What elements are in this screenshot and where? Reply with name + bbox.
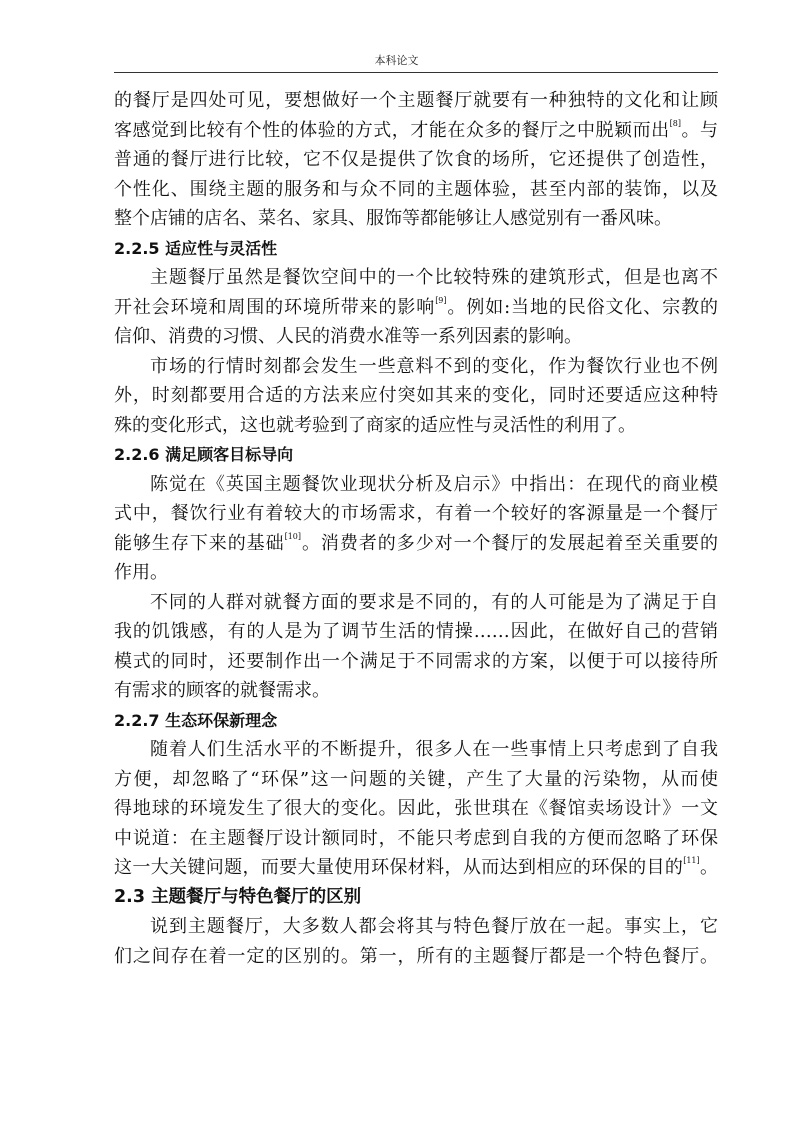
section-heading: 2.3 主题餐厅与特色餐厅的区别 bbox=[114, 886, 362, 907]
text-span: 能够生存下来的基础 bbox=[114, 532, 285, 554]
text-span: 。例如:当地的民俗文化、宗教的 bbox=[446, 296, 718, 318]
citation-ref: [11] bbox=[683, 856, 700, 865]
section-heading: 2.2.6 满足顾客目标导向 bbox=[114, 445, 294, 464]
text-span: 客感觉到比较有个性的体验的方式，才能在众多的餐厅之中脱颖而出 bbox=[114, 119, 670, 141]
text-line: 陈觉在《英国主题餐饮业现状分析及启示》中指出：在现代的商业模 bbox=[150, 473, 718, 495]
text-line: 得地球的环境发生了很大的变化。因此，张世琪在《餐馆卖场设计》一文 bbox=[114, 798, 718, 819]
text-span: 开社会环境和周围的环境所带来的影响 bbox=[114, 296, 436, 318]
text-line: 说到主题餐厅，大多数人都会将其与特色餐厅放在一起。事实上，它 bbox=[150, 916, 718, 937]
header-divider bbox=[114, 72, 718, 73]
text-span: 。与 bbox=[680, 119, 719, 141]
text-span: 这一大关键问题，而要大量使用环保材料，从而达到相应的环保的目的 bbox=[114, 857, 684, 878]
text-line bbox=[114, 116, 718, 146]
text-line: 整个店铺的店名、菜名、家具、服饰等都能够让人感觉别有一番风味。 bbox=[114, 208, 672, 229]
text-span: 。消费者的多少对一个餐厅的发展起着至关重要的 bbox=[301, 532, 719, 554]
section-heading: 2.2.5 适应性与灵活性 bbox=[114, 238, 278, 258]
text-line: 的餐厅是四处可见，要想做好一个主题餐厅就要有一种独特的文化和让顾 bbox=[114, 90, 718, 111]
text-line: 有需求的顾客的就餐需求。 bbox=[114, 680, 330, 701]
text-line: 普通的餐厅进行比较，它不仅是提供了饮食的场所，它还提供了创造性， bbox=[114, 149, 718, 170]
text-span: 。 bbox=[699, 857, 719, 878]
citation-ref: [8] bbox=[669, 118, 681, 128]
text-line: 个性化、围绕主题的服务和与众不同的主题体验，甚至内部的装饰，以及 bbox=[114, 178, 718, 200]
text-line: 不同的人群对就餐方面的要求是不同的，有的人可能是为了满足于自 bbox=[150, 591, 718, 613]
text-line: 外，时刻都要用合适的方法来应付突如其来的变化，同时还要适应这种特 bbox=[114, 385, 718, 406]
text-line: 模式的同时，还要制作出一个满足于不同需求的方案，以便于可以接待所 bbox=[114, 650, 718, 672]
text-line: 随着人们生活水平的不断提升，很多人在一些事情上只考虑到了自我 bbox=[150, 739, 718, 760]
text-line: 信仰、消费的习惯、人民的消费水准等一系列因素的影响。 bbox=[114, 326, 582, 347]
text-line: 市场的行情时刻都会发生一些意料不到的变化，作为餐饮行业也不例 bbox=[150, 355, 718, 377]
citation-ref: [9] bbox=[435, 295, 447, 305]
section-heading: 2.2.7 生态环保新理念 bbox=[114, 710, 278, 730]
citation-ref: [10] bbox=[284, 531, 302, 541]
body-text bbox=[114, 86, 718, 971]
text-line bbox=[114, 293, 718, 323]
text-line: 殊的变化形式，这也就考验到了商家的适应性与灵活性的利用了。 bbox=[114, 414, 636, 436]
text-line: 我的饥饿感，有的人是为了调节生活的情操……因此，在做好自己的营销 bbox=[114, 621, 718, 642]
running-header: 本科论文 bbox=[374, 54, 419, 67]
text-line bbox=[114, 853, 718, 883]
text-line bbox=[114, 529, 718, 559]
text-line: 作用。 bbox=[114, 562, 168, 583]
text-line: 们之间存在着一定的区别的。第一，所有的主题餐厅都是一个特色餐厅。 bbox=[114, 945, 718, 967]
text-line: 主题餐厅虽然是餐饮空间中的一个比较特殊的建筑形式，但是也离不 bbox=[150, 267, 718, 288]
text-line: 中说道：在主题餐厅设计额同时，不能只考虑到自我的方便而忽略了环保 bbox=[114, 827, 718, 849]
text-line: 方便，却忽略了“环保”这一问题的关键，产生了大量的污染物，从而使 bbox=[114, 768, 718, 790]
text-line: 式中，餐饮行业有着较大的市场需求，有着一个较好的客源量是一个餐厅 bbox=[114, 503, 718, 524]
